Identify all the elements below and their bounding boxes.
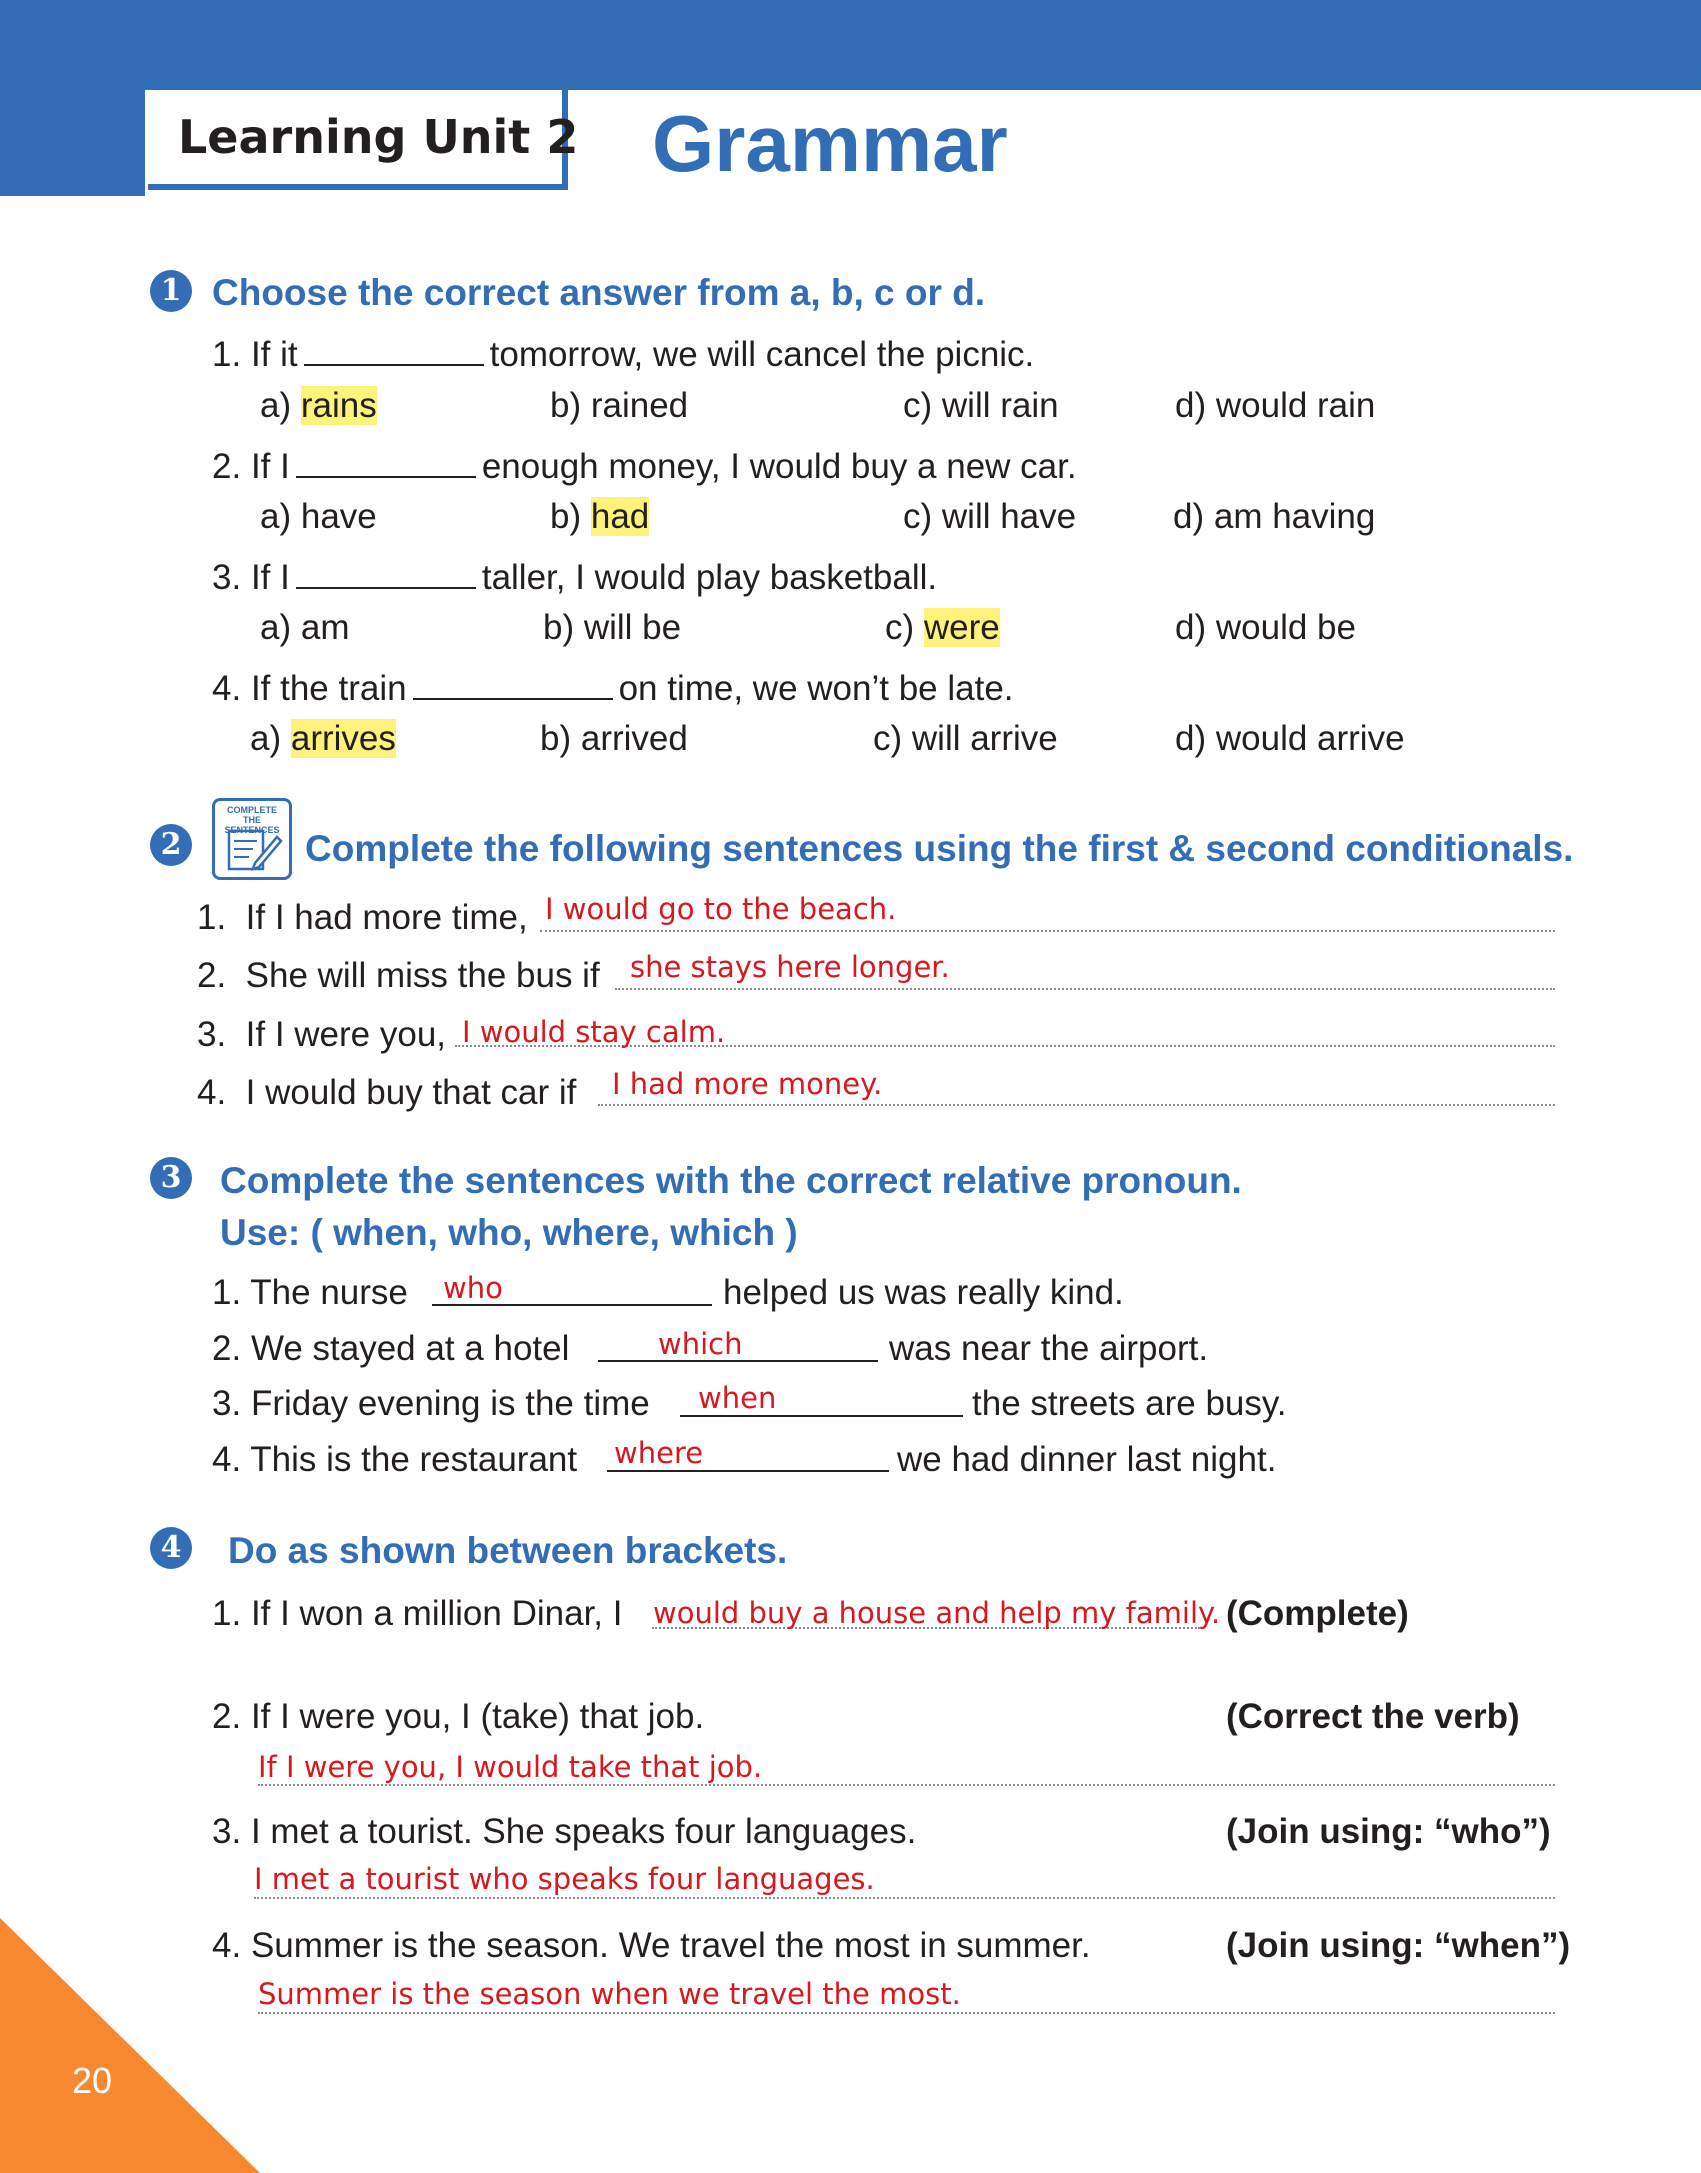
- s2-item-4-answer: I had more money.: [612, 1067, 883, 1101]
- s4-item-1-answer: would buy a house and help my family.: [653, 1596, 1221, 1630]
- s4-item-2-answer-line[interactable]: [258, 1784, 1555, 1786]
- s1-q3-option-c[interactable]: c) were: [885, 608, 1000, 647]
- section-1-number: 1: [150, 270, 192, 312]
- s4-item-2-prompt: 2. If I were you, I (take) that job.: [212, 1697, 705, 1736]
- s4-item-3-answer-line[interactable]: [254, 1897, 1555, 1899]
- s1-q2-option-a[interactable]: a) have: [260, 497, 377, 536]
- section-4-heading: Do as shown between brackets.: [228, 1530, 788, 1571]
- s4-item-2-instruction: (Correct the verb): [1226, 1697, 1520, 1736]
- s1-q3-option-b[interactable]: b) will be: [543, 608, 682, 647]
- s2-item-1: 1. If I had more time,: [197, 898, 528, 937]
- section-1-heading: Choose the correct answer from a, b, c or d.: [212, 272, 986, 313]
- s3-item-1-pre: 1. The nurse: [212, 1273, 408, 1312]
- section-2-heading: Complete the following sentences using the first & second conditionals.: [305, 828, 1574, 869]
- complete-sentences-icon: COMPLETE THE SENTENCES: [212, 798, 292, 880]
- s2-item-2-answer: she stays here longer.: [630, 950, 950, 984]
- s4-item-4-prompt: 4. Summer is the season. We travel the most in summer.: [212, 1926, 1091, 1965]
- s2-item-1-answer: I would go to the beach.: [545, 892, 897, 926]
- s3-item-1-answer: who: [443, 1271, 503, 1305]
- s4-item-2-answer: If I were you, I would take that job.: [258, 1750, 763, 1784]
- s3-item-4-post: we had dinner last night.: [897, 1440, 1277, 1479]
- s2-item-1-answer-line[interactable]: [540, 930, 1555, 932]
- s3-item-3-pre: 3. Friday evening is the time: [212, 1384, 650, 1423]
- section-3-number: 3: [150, 1157, 192, 1199]
- s1-q4-option-c[interactable]: c) will arrive: [873, 719, 1058, 758]
- unit-label: Learning Unit 2: [178, 110, 579, 164]
- s1-question-3: 3. If I taller, I would play basketball.: [212, 553, 937, 598]
- s4-item-3-instruction: (Join using: “who”): [1226, 1812, 1551, 1851]
- header-side-block: [0, 0, 145, 196]
- s2-item-2: 2. She will miss the bus if: [197, 956, 600, 995]
- s1-q3-option-d[interactable]: d) would be: [1175, 608, 1356, 647]
- s3-item-3-blank[interactable]: [680, 1415, 963, 1417]
- s2-item-3: 3. If I were you,: [197, 1015, 447, 1054]
- corner-decoration: [0, 1918, 260, 2173]
- s4-item-4-answer: Summer is the season when we travel the most.: [258, 1977, 961, 2011]
- s1-question-1: 1. If it tomorrow, we will cancel the picnic.: [212, 330, 1034, 375]
- s3-item-1-post: helped us was really kind.: [723, 1273, 1124, 1312]
- s1-q4-option-b[interactable]: b) arrived: [540, 719, 688, 758]
- s1-q1-option-c[interactable]: c) will rain: [903, 386, 1059, 425]
- s1-question-2: 2. If I enough money, I would buy a new car.: [212, 442, 1077, 487]
- header-bar: [0, 0, 1701, 90]
- s4-item-3-answer: I met a tourist who speaks four languages.: [254, 1862, 875, 1896]
- s3-item-2-post: was near the airport.: [889, 1329, 1209, 1368]
- page-number: 20: [72, 2060, 113, 2101]
- s1-q4-option-a[interactable]: a) arrives: [250, 719, 396, 758]
- s4-item-3-prompt: 3. I met a tourist. She speaks four languages.: [212, 1812, 917, 1851]
- s1-q3-option-a[interactable]: a) am: [260, 608, 350, 647]
- section-2-number: 2: [150, 824, 192, 866]
- s1-q2-option-c[interactable]: c) will have: [903, 497, 1077, 536]
- s3-item-4-pre: 4. This is the restaurant: [212, 1440, 578, 1479]
- s2-item-4: 4. I would buy that car if: [197, 1073, 577, 1112]
- s1-question-4: 4. If the train on time, we won’t be late.: [212, 664, 1014, 709]
- s1-q1-option-d[interactable]: d) would rain: [1175, 386, 1376, 425]
- s1-q4-option-d[interactable]: d) would arrive: [1175, 719, 1405, 758]
- s2-item-2-answer-line[interactable]: [615, 988, 1555, 990]
- s3-item-3-answer: when: [698, 1381, 777, 1415]
- s2-item-3-answer: I would stay calm.: [462, 1015, 726, 1049]
- s4-item-1-prompt: 1. If I won a million Dinar, I: [212, 1594, 623, 1633]
- s1-q2-option-d[interactable]: d) am having: [1173, 497, 1376, 536]
- s3-item-2-answer: which: [658, 1327, 743, 1361]
- s4-item-4-answer-line[interactable]: [258, 2012, 1555, 2014]
- page-title: Grammar: [652, 99, 1008, 188]
- section-4-number: 4: [150, 1527, 192, 1569]
- s1-q2-option-b[interactable]: b) had: [550, 497, 650, 536]
- s3-item-4-answer: where: [614, 1436, 704, 1470]
- s3-item-2-pre: 2. We stayed at a hotel: [212, 1329, 570, 1368]
- section-3-heading: Complete the sentences with the correct relative pronoun.: [220, 1160, 1242, 1201]
- s4-item-4-instruction: (Join using: “when”): [1226, 1926, 1571, 1965]
- pencil-notepad-icon: [215, 801, 289, 877]
- s4-item-1-instruction: (Complete): [1226, 1594, 1409, 1633]
- section-3-subheading: Use: ( when, who, where, which ): [220, 1212, 798, 1253]
- s3-item-3-post: the streets are busy.: [972, 1384, 1287, 1423]
- s3-item-4-blank[interactable]: [607, 1470, 889, 1472]
- s2-item-4-answer-line[interactable]: [598, 1104, 1555, 1106]
- s1-q1-option-a[interactable]: a) rains: [260, 386, 377, 425]
- s1-q1-option-b[interactable]: b) rained: [550, 386, 689, 425]
